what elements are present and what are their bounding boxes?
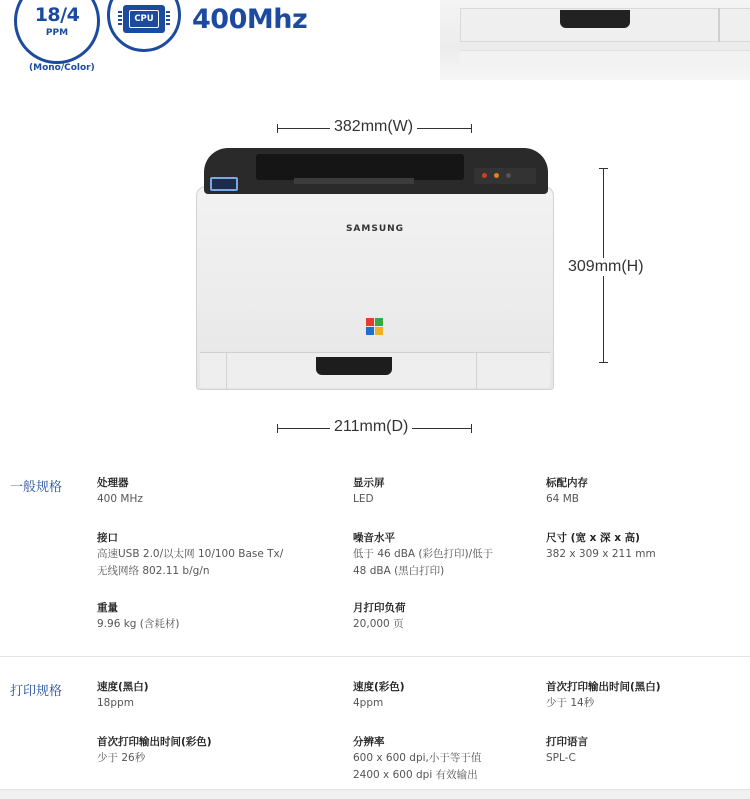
spec-value: 9.96 kg (含耗材) bbox=[97, 618, 180, 630]
spec-item bbox=[97, 600, 297, 633]
spec-label: 尺寸 (宽 x 深 x 高) bbox=[546, 532, 640, 544]
spec-label: 首次打印输出时间(彩色) bbox=[97, 736, 212, 748]
spec-item bbox=[97, 679, 297, 712]
bottom-divider bbox=[0, 789, 750, 799]
paper-tray bbox=[200, 352, 550, 388]
spec-label: 重量 bbox=[97, 602, 118, 614]
spec-item bbox=[546, 530, 746, 563]
printer-screen bbox=[210, 177, 238, 191]
general-specs-title: 一般规格 bbox=[10, 480, 63, 495]
spec-item bbox=[97, 530, 337, 580]
printer-closeup-image bbox=[440, 0, 750, 80]
spec-value: SPL-C bbox=[546, 752, 576, 764]
spec-value: 低于 46 dBA (彩色打印)/低于 48 dBA (黑白打印) bbox=[353, 548, 494, 577]
print-speed-badge bbox=[14, 0, 100, 64]
spec-label: 接口 bbox=[97, 532, 118, 544]
cpu-badge bbox=[107, 0, 181, 52]
depth-label: 211mm(D) bbox=[330, 418, 412, 436]
spec-item bbox=[97, 734, 297, 767]
cpu-chip-icon bbox=[123, 5, 165, 33]
color-logo-icon bbox=[366, 318, 384, 336]
spec-item bbox=[546, 475, 746, 508]
cpu-speed: 400Mhz bbox=[192, 4, 308, 35]
spec-item bbox=[353, 530, 533, 580]
spec-item bbox=[97, 475, 297, 508]
spec-item bbox=[353, 600, 553, 633]
ppm-unit: PPM bbox=[45, 28, 69, 38]
spec-value: 400 MHz bbox=[97, 493, 143, 505]
spec-item bbox=[353, 475, 553, 508]
spec-value: 600 x 600 dpi,小于等于值 2400 x 600 dpi 有效输出 bbox=[353, 752, 482, 781]
spec-value: 高速USB 2.0/以太网 10/100 Base Tx/ 无线网络 802.11 b/g/n bbox=[97, 548, 284, 577]
ppm-mode-label: (Mono/Color) bbox=[29, 63, 95, 73]
spec-label: 处理器 bbox=[97, 477, 129, 489]
spec-item bbox=[546, 679, 746, 712]
tray-handle bbox=[316, 357, 392, 375]
spec-value: 少于 14秒 bbox=[546, 697, 595, 709]
spec-value: 4ppm bbox=[353, 697, 384, 709]
cpu-icon-label: CPU bbox=[129, 10, 159, 28]
print-specs-title: 打印规格 bbox=[10, 684, 63, 699]
spec-label: 显示屏 bbox=[353, 477, 385, 489]
height-label: 309mm(H) bbox=[564, 258, 648, 276]
spec-value: 少于 26秒 bbox=[97, 752, 146, 764]
printer-brand: SAMSUNG bbox=[345, 224, 405, 234]
spec-label: 打印语言 bbox=[546, 736, 588, 748]
spec-value: 20,000 页 bbox=[353, 618, 404, 630]
spec-label: 标配内存 bbox=[546, 477, 588, 489]
ppm-value: 18/4 bbox=[34, 4, 80, 26]
spec-label: 速度(黑白) bbox=[97, 681, 149, 693]
spec-value: 18ppm bbox=[97, 697, 134, 709]
feature-banner bbox=[0, 0, 750, 80]
spec-label: 速度(彩色) bbox=[353, 681, 405, 693]
spec-label: 噪音水平 bbox=[353, 532, 395, 544]
spec-item bbox=[546, 734, 746, 767]
spec-value: 64 MB bbox=[546, 493, 579, 505]
spec-label: 首次打印输出时间(黑白) bbox=[546, 681, 661, 693]
width-label: 382mm(W) bbox=[330, 118, 417, 136]
spec-item bbox=[353, 734, 533, 784]
spec-label: 分辨率 bbox=[353, 736, 385, 748]
spec-item bbox=[353, 679, 553, 712]
printer-image bbox=[196, 148, 554, 390]
control-panel bbox=[474, 168, 536, 184]
spec-value: LED bbox=[353, 493, 374, 505]
section-divider bbox=[0, 656, 750, 657]
printer-top bbox=[204, 148, 548, 194]
spec-label: 月打印负荷 bbox=[353, 602, 406, 614]
spec-value: 382 x 309 x 211 mm bbox=[546, 548, 656, 560]
